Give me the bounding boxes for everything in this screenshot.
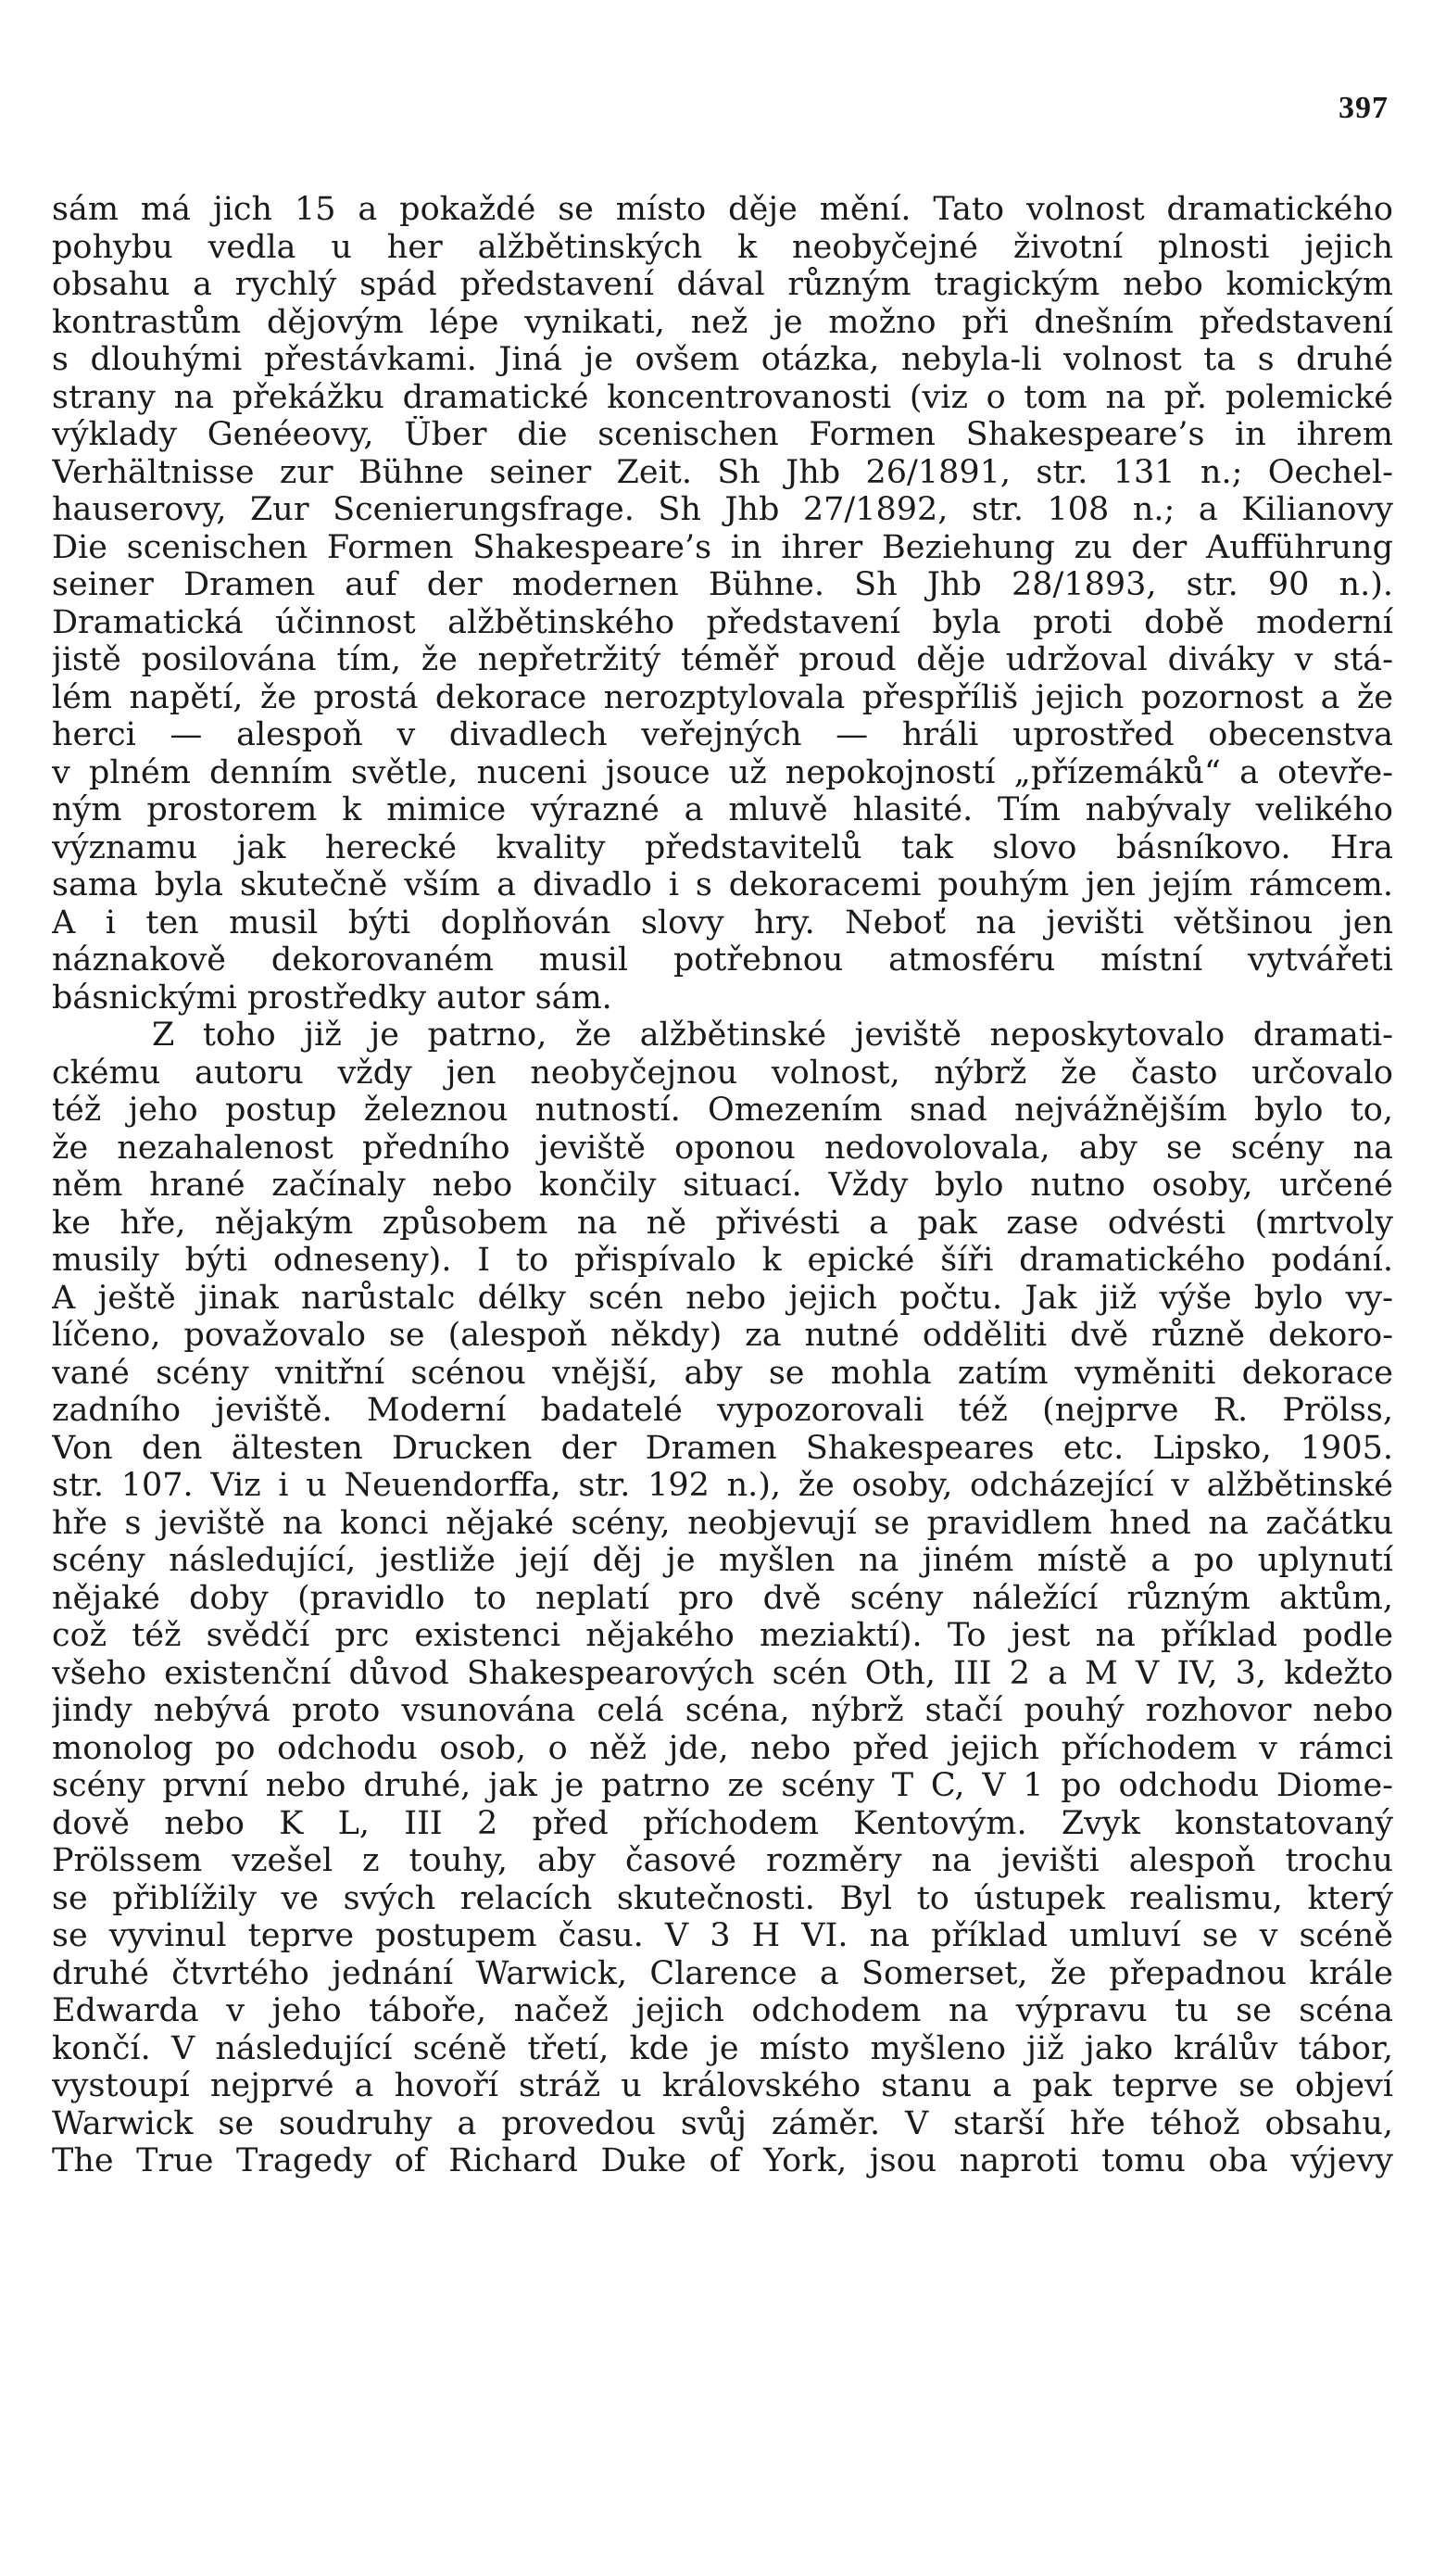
text-line: vané scény vnitřní scénou vnější, aby se mohla zatím vyměniti dekorace xyxy=(52,1354,1393,1392)
text-line: pohybu vedla u her alžbětinských k neobyčejné životní plnosti jejich xyxy=(52,228,1393,266)
text-line: též jeho postup železnou nutností. Omezením snad nejvážnějším bylo to, xyxy=(52,1092,1393,1129)
text-line: ným prostorem k mimice výrazné a mluvě hlasité. Tím nabývaly velikého xyxy=(52,791,1393,828)
text-line: všeho existenční důvod Shakespearových scén Oth, III 2 a M V IV, 3, kdežto xyxy=(52,1654,1393,1692)
text-line: v plném denním světle, nuceni jsouce už nepokojností „přízemáků“ a otevře- xyxy=(52,753,1393,791)
text-line: hře s jeviště na konci nějaké scény, neobjevují se pravidlem hned na začátku xyxy=(52,1504,1393,1542)
text-line: A i ten musil býti doplňován slovy hry. Neboť na jevišti většinou jen xyxy=(52,903,1393,941)
text-line: Prölssem vzešel z touhy, aby časové rozměry na jevišti alespoň trochu xyxy=(52,1842,1393,1879)
text-line: hauserovy, Zur Scenierungsfrage. Sh Jhb 27/1892, str. 108 n.; a Kilianovy xyxy=(52,491,1393,528)
text-line: seiner Dramen auf der modernen Bühne. Sh Jhb 28/1893, str. 90 n.). xyxy=(52,566,1393,603)
text-line: náznakově dekorovaném musil potřebnou atmosféru místní vytvářeti xyxy=(52,941,1393,979)
text-line: sám má jich 15 a pokaždé se místo děje mění. Tato volnost dramatického xyxy=(52,191,1393,228)
text-line: něm hrané začínaly nebo končily situací. Vždy bylo nutno osoby, určené xyxy=(52,1167,1393,1204)
text-line: dově nebo K L, III 2 před příchodem Kentovým. Zvyk konstatovaný xyxy=(52,1804,1393,1842)
text-line: výklady Genéeovy, Über die scenischen Formen Shakespeare’s in ihrem xyxy=(52,416,1393,453)
text-line: jindy nebývá proto vsunována celá scéna, nýbrž stačí pouhý rozhovor nebo xyxy=(52,1692,1393,1729)
text-line: obsahu a rychlý spád představení dával různým tragickým nebo komickým xyxy=(52,266,1393,303)
page-number: 397 xyxy=(1339,91,1389,125)
text-line: končí. V následující scéně třetí, kde je místo myšleno již jako králův tábor, xyxy=(52,2029,1393,2067)
text-line: The True Tragedy of Richard Duke of York, jsou naproti tomu oba výjevy xyxy=(52,2142,1393,2179)
text-line: že nezahalenost předního jeviště oponou nedovolovala, aby se scény na xyxy=(52,1129,1393,1167)
text-line: lém napětí, že prostá dekorace nerozptylovala přespříliš jejich pozornost a že xyxy=(52,678,1393,716)
text-line: významu jak herecké kvality představitelů tak slovo básníkovo. Hra xyxy=(52,828,1393,866)
body-text xyxy=(52,191,1393,2180)
text-line: kontrastům dějovým lépe vynikati, než je možno při dnešním představení xyxy=(52,303,1393,341)
text-line: str. 107. Viz i u Neuendorffa, str. 192 n.), že osoby, odcházející v alžbětinské xyxy=(52,1467,1393,1504)
text-line: strany na překážku dramatické koncentrovanosti (viz o tom na př. polemické xyxy=(52,378,1393,416)
text-line: zadního jeviště. Moderní badatelé vypozorovali též (nejprve R. Prölss, xyxy=(52,1392,1393,1429)
text-line: jistě posilována tím, že nepřetržitý téměř proud děje udržoval diváky v stá- xyxy=(52,641,1393,678)
text-line: Dramatická účinnost alžbětinského představení byla proti době moderní xyxy=(52,603,1393,641)
text-line: s dlouhými přestávkami. Jiná je ovšem otázka, nebyla-li volnost ta s druhé xyxy=(52,341,1393,378)
text-line: Verhältnisse zur Bühne seiner Zeit. Sh Jhb 26/1891, str. 131 n.; Oechel- xyxy=(52,453,1393,491)
text-line: scény první nebo druhé, jak je patrno ze scény T C, V 1 po odchodu Diome- xyxy=(52,1767,1393,1804)
text-line: nějaké doby (pravidlo to neplatí pro dvě scény náležící různým aktům, xyxy=(52,1579,1393,1617)
text-line: ckému autoru vždy jen neobyčejnou volnost, nýbrž že často určovalo xyxy=(52,1054,1393,1092)
text-line: monolog po odchodu osob, o něž jde, nebo před jejich příchodem v rámci xyxy=(52,1729,1393,1767)
text-line: herci — alespoň v divadlech veřejných — hráli uprostřed obecenstva xyxy=(52,716,1393,753)
text-line: sama byla skutečně vším a divadlo i s dekoracemi pouhým jen jejím rámcem. xyxy=(52,866,1393,903)
text-line: líčeno, považovalo se (alespoň někdy) za nutné odděliti dvě různě dekoro- xyxy=(52,1317,1393,1354)
text-line: Warwick se soudruhy a provedou svůj záměr. V starší hře téhož obsahu, xyxy=(52,2104,1393,2142)
text-line: básnickými prostředky autor sám. xyxy=(52,979,612,1017)
text-line: se přiblížily ve svých relacích skutečnosti. Byl to ústupek realismu, který xyxy=(52,1879,1393,1917)
text-line: scény následující, jestliže její děj je myšlen na jiném místě a po uplynutí xyxy=(52,1542,1393,1579)
text-line: Die scenischen Formen Shakespeare’s in ihrer Beziehung zu der Aufführung xyxy=(52,528,1393,566)
text-line: druhé čtvrtého jednání Warwick, Clarence a Somerset, že přepadnou krále xyxy=(52,1954,1393,1992)
text-line: musily býti odneseny). I to přispívalo k epické šíři dramatického podání. xyxy=(52,1242,1393,1279)
text-line: A ještě jinak narůstalc délky scén nebo jejich počtu. Jak již výše bylo vy- xyxy=(52,1279,1393,1317)
text-line: Von den ältesten Drucken der Dramen Shakespeares etc. Lipsko, 1905. xyxy=(52,1429,1393,1467)
text-line: Z toho již je patrno, že alžbětinské jeviště neposkytovalo dramati- xyxy=(152,1017,1393,1054)
text-line: což též svědčí prc existenci nějakého meziaktí). To jest na příklad podle xyxy=(52,1617,1393,1654)
text-line: vystoupí nejprvé a hovoří stráž u královského stanu a pak teprve se objeví xyxy=(52,2067,1393,2104)
text-line: Edwarda v jeho táboře, načež jejich odchodem na výpravu tu se scéna xyxy=(52,1992,1393,2029)
text-line: se vyvinul teprve postupem času. V 3 H VI. na příklad umluví se v scéně xyxy=(52,1917,1393,1954)
text-line: ke hře, nějakým způsobem na ně přivésti a pak zase odvésti (mrtvoly xyxy=(52,1204,1393,1242)
